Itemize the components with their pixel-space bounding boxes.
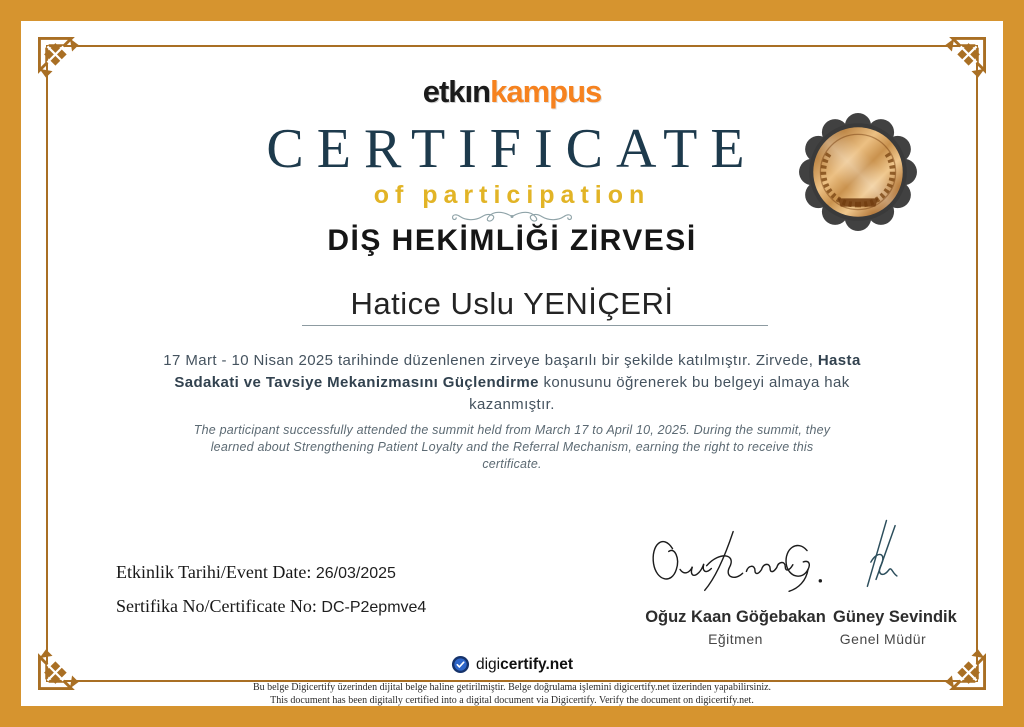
body-text-english: The participant successfully attended the summit held from March 17 to April 10, 2025. During the summit, they learned about Strengthening Patient Loyalty and the Referral Mechanism, earning the right to receive this certificate.	[193, 423, 831, 471]
digicertify-net: .net	[545, 655, 574, 673]
certificate-subtitle: of participation	[373, 181, 651, 209]
certificate-title: CERTIFICATE	[266, 118, 758, 180]
signer-title: Eğitmen	[708, 631, 763, 647]
event-date-row	[116, 562, 426, 583]
body-tr-post: konusunu öğrenerek bu belgeyi almaya hak kazanmıştır.	[469, 374, 850, 413]
digicertify-digi: digi	[475, 655, 501, 673]
signature-block-manager	[833, 513, 957, 647]
recipient-underline	[302, 325, 768, 326]
verified-badge-icon	[451, 655, 470, 674]
body-tr-pre: 17 Mart - 10 Nisan 2025 tarihinde düzenlenen zirveye başarılı bir şekilde katılmıştır. Zirvede,	[163, 352, 818, 369]
event-date-label: Etkinlik Tarihi/Event Date:	[116, 562, 312, 582]
fineprint-english: This document has been digitally certified into a digital document via Digicertify. Verify the document on digicertify.net.	[270, 695, 754, 706]
signer-name: Güney Sevindik	[833, 608, 957, 626]
digicertify-wordmark	[476, 656, 573, 674]
brand-logo	[21, 74, 1003, 110]
brand-logo-black: etkın	[422, 74, 491, 109]
event-title: DİŞ HEKİMLİĞİ ZİRVESİ	[327, 224, 697, 257]
event-date-value: 26/03/2025	[315, 565, 396, 582]
signature-block-trainer	[643, 521, 828, 647]
certificate-no-row	[116, 596, 426, 617]
signer-name: Oğuz Kaan Göğebakan	[645, 608, 826, 626]
signer-title: Genel Müdür	[839, 631, 927, 647]
digicertify-certify: certify	[500, 655, 546, 673]
body-tr-topic: Hasta Sadakati ve Tavsiye Mekanizmasını Güçlendirme	[174, 352, 861, 391]
certificate-no-label: Sertifika No/Certificate No:	[116, 596, 317, 616]
signature-stroke-icon	[857, 513, 909, 599]
signature-script-icon	[646, 521, 826, 599]
brand-logo-orange: kampus	[490, 74, 602, 109]
fineprint-turkish: Bu belge Digicertify üzerinden dijital belge haline getirilmiştir. Belge doğrulama işlemini digicertify.net üzerinden yapabilirsiniz.	[252, 682, 772, 693]
recipient-name: Hatice Uslu YENİÇERİ	[350, 286, 674, 321]
digicertify-brand	[21, 655, 1003, 674]
gold-medal-icon	[797, 113, 919, 231]
body-text-turkish	[153, 350, 871, 416]
certificate-no-value: DC-P2epmve4	[321, 599, 427, 616]
certificate-details	[116, 562, 426, 630]
